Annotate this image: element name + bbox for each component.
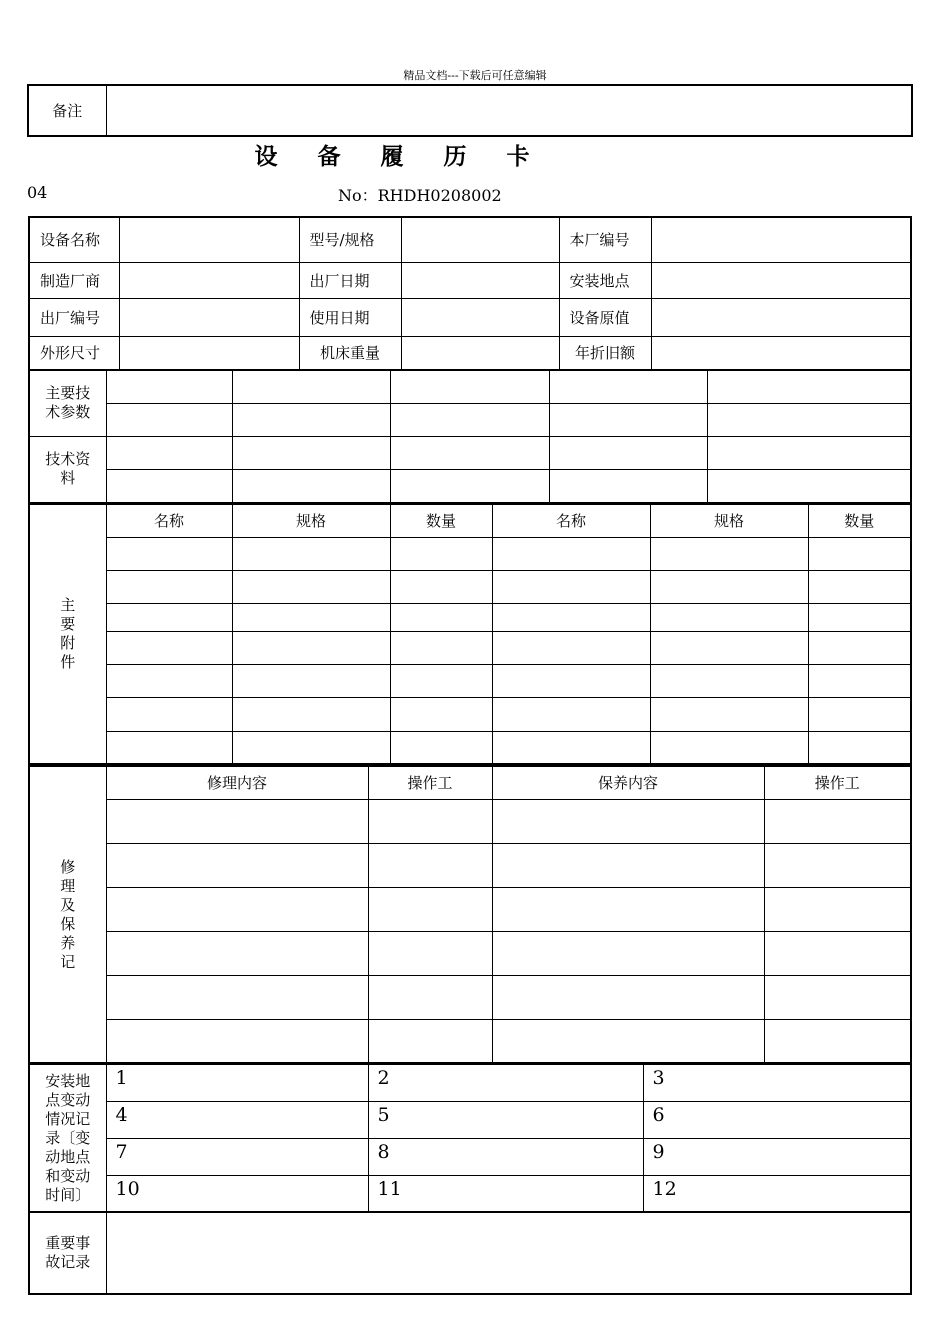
accessory-cell[interactable] xyxy=(106,570,232,603)
accessory-cell[interactable] xyxy=(232,731,390,764)
accessory-cell[interactable] xyxy=(492,731,650,764)
accessory-cell[interactable] xyxy=(390,631,492,664)
repair-header: 保养内容 xyxy=(492,766,764,799)
accessory-cell[interactable] xyxy=(650,537,808,570)
repair-label: 修理及保养记 xyxy=(29,766,106,1063)
accessory-cell[interactable] xyxy=(808,697,911,731)
accessory-header: 规格 xyxy=(232,504,390,537)
tech-params-cell[interactable] xyxy=(390,370,549,403)
repair-row xyxy=(29,931,911,975)
info-label: 设备名称 xyxy=(29,217,119,262)
accessory-cell[interactable] xyxy=(106,603,232,631)
accessory-cell[interactable] xyxy=(106,697,232,731)
tech-docs-cell[interactable] xyxy=(106,469,232,503)
accident-label: 重要事故记录 xyxy=(29,1212,106,1294)
accessory-cell[interactable] xyxy=(232,537,390,570)
accessory-cell[interactable] xyxy=(390,603,492,631)
tech-docs-cell[interactable] xyxy=(707,469,911,503)
repair-cell[interactable] xyxy=(368,931,492,975)
tech-docs-cell[interactable] xyxy=(106,436,232,469)
relocation-entry[interactable]: 5 xyxy=(368,1101,643,1138)
accessory-cell[interactable] xyxy=(390,537,492,570)
accessory-header: 数量 xyxy=(390,504,492,537)
accessories-table xyxy=(28,503,912,765)
accessory-cell[interactable] xyxy=(650,603,808,631)
accessory-cell[interactable] xyxy=(650,631,808,664)
accessory-cell[interactable] xyxy=(808,731,911,764)
accessory-cell[interactable] xyxy=(492,537,650,570)
info-label: 安装地点 xyxy=(559,262,651,298)
repair-row xyxy=(29,887,911,931)
accessory-cell[interactable] xyxy=(808,603,911,631)
info-label: 出厂日期 xyxy=(299,262,401,298)
tech-docs-cell[interactable] xyxy=(707,436,911,469)
repair-cell[interactable] xyxy=(492,1019,764,1063)
repair-cell[interactable] xyxy=(764,799,911,843)
info-label: 型号/规格 xyxy=(299,217,401,262)
info-value[interactable] xyxy=(401,298,559,336)
info-label: 年折旧额 xyxy=(559,336,651,370)
info-label: 机床重量 xyxy=(299,336,401,370)
tech-docs-cell[interactable] xyxy=(232,436,390,469)
repair-cell[interactable] xyxy=(368,799,492,843)
accessory-cell[interactable] xyxy=(390,664,492,697)
remarks-field[interactable] xyxy=(106,85,912,136)
repair-cell[interactable] xyxy=(764,1019,911,1063)
repair-cell[interactable] xyxy=(492,843,764,887)
info-label: 制造厂商 xyxy=(29,262,119,298)
repair-cell[interactable] xyxy=(368,843,492,887)
repair-cell[interactable] xyxy=(106,843,368,887)
repair-cell[interactable] xyxy=(106,799,368,843)
info-value[interactable] xyxy=(651,217,911,262)
info-label: 外形尺寸 xyxy=(29,336,119,370)
accessory-cell[interactable] xyxy=(106,537,232,570)
remarks-label: 备注 xyxy=(28,85,106,136)
relocation-entry[interactable]: 9 xyxy=(643,1138,911,1175)
info-label: 设备原值 xyxy=(559,298,651,336)
accessory-cell[interactable] xyxy=(650,570,808,603)
repair-header: 修理内容 xyxy=(106,766,368,799)
accessory-cell[interactable] xyxy=(650,731,808,764)
accessory-header: 名称 xyxy=(106,504,232,537)
accessory-cell[interactable] xyxy=(492,631,650,664)
accessory-cell[interactable] xyxy=(232,664,390,697)
relocation-entry[interactable]: 1 xyxy=(106,1064,368,1101)
tech-params-cell[interactable] xyxy=(549,403,707,436)
doc-number: No：RHDH0208002 xyxy=(338,186,502,205)
repair-cell[interactable] xyxy=(106,975,368,1019)
tech-params-cell[interactable] xyxy=(707,370,911,403)
repair-cell[interactable] xyxy=(368,975,492,1019)
tech-params-cell[interactable] xyxy=(106,403,232,436)
accessory-cell[interactable] xyxy=(650,697,808,731)
page-title: 设 备 履 历 卡 xyxy=(254,143,546,170)
tech-docs-label: 技术资料 xyxy=(29,436,106,503)
tech-docs-cell[interactable] xyxy=(232,469,390,503)
relocation-entry[interactable]: 10 xyxy=(106,1175,368,1212)
repair-header: 操作工 xyxy=(764,766,911,799)
accessory-row xyxy=(29,537,911,570)
repair-row xyxy=(29,799,911,843)
repair-row xyxy=(29,975,911,1019)
accessory-cell[interactable] xyxy=(106,664,232,697)
accessory-cell[interactable] xyxy=(232,697,390,731)
info-value[interactable] xyxy=(119,298,299,336)
accessory-cell[interactable] xyxy=(492,570,650,603)
info-label: 本厂编号 xyxy=(559,217,651,262)
relocation-entry[interactable]: 7 xyxy=(106,1138,368,1175)
tech-params-cell[interactable] xyxy=(232,370,390,403)
repair-row xyxy=(29,1019,911,1063)
relocation-entry[interactable]: 8 xyxy=(368,1138,643,1175)
accessory-cell[interactable] xyxy=(808,537,911,570)
accessory-cell[interactable] xyxy=(650,664,808,697)
tech-params-cell[interactable] xyxy=(106,370,232,403)
accessory-cell[interactable] xyxy=(106,631,232,664)
relocation-entry[interactable]: 2 xyxy=(368,1064,643,1101)
accessory-cell[interactable] xyxy=(492,697,650,731)
relocation-entry[interactable]: 4 xyxy=(106,1101,368,1138)
tech-params-cell[interactable] xyxy=(232,403,390,436)
accessory-row xyxy=(29,664,911,697)
repair-cell[interactable] xyxy=(492,799,764,843)
info-value[interactable] xyxy=(119,336,299,370)
tech-params-cell[interactable] xyxy=(707,403,911,436)
repair-row xyxy=(29,843,911,887)
relocation-entry[interactable]: 3 xyxy=(643,1064,911,1101)
repair-cell[interactable] xyxy=(492,931,764,975)
accessory-cell[interactable] xyxy=(106,731,232,764)
accessory-cell[interactable] xyxy=(808,570,911,603)
repair-cell[interactable] xyxy=(764,931,911,975)
info-value[interactable] xyxy=(401,262,559,298)
repair-header: 操作工 xyxy=(368,766,492,799)
accessory-cell[interactable] xyxy=(492,664,650,697)
accessory-cell[interactable] xyxy=(232,631,390,664)
repair-cell[interactable] xyxy=(492,887,764,931)
accessory-row xyxy=(29,570,911,603)
relocation-table xyxy=(28,1063,912,1213)
tech-docs-cell[interactable] xyxy=(390,469,549,503)
info-value[interactable] xyxy=(651,298,911,336)
tech-params-label: 主要技术参数 xyxy=(29,370,106,436)
info-value[interactable] xyxy=(401,336,559,370)
repair-cell[interactable] xyxy=(106,887,368,931)
repair-table xyxy=(28,765,912,1064)
tech-params-cell[interactable] xyxy=(549,370,707,403)
info-value[interactable] xyxy=(119,217,299,262)
tech-docs-cell[interactable] xyxy=(549,436,707,469)
accessory-cell[interactable] xyxy=(492,603,650,631)
accessory-row xyxy=(29,697,911,731)
repair-cell[interactable] xyxy=(764,887,911,931)
tech-docs-cell[interactable] xyxy=(390,436,549,469)
info-value[interactable] xyxy=(651,336,911,370)
relocation-label: 安装地点变动情况记录〔变动地点和变动时间〕 xyxy=(29,1064,106,1212)
accessory-row xyxy=(29,631,911,664)
tech-params-cell[interactable] xyxy=(390,403,549,436)
info-table xyxy=(28,216,912,371)
tech-table xyxy=(28,369,912,504)
repair-cell[interactable] xyxy=(492,975,764,1019)
repair-cell[interactable] xyxy=(368,1019,492,1063)
info-label: 使用日期 xyxy=(299,298,401,336)
header-note: 精品文档---下载后可任意编辑 xyxy=(403,69,547,82)
accident-field[interactable] xyxy=(106,1212,911,1294)
info-label: 出厂编号 xyxy=(29,298,119,336)
relocation-entry[interactable]: 11 xyxy=(368,1175,643,1212)
accessories-label: 主要附件 xyxy=(29,504,106,764)
accessory-cell[interactable] xyxy=(808,631,911,664)
accessory-header: 名称 xyxy=(492,504,650,537)
accident-table xyxy=(28,1211,912,1295)
repair-cell[interactable] xyxy=(106,1019,368,1063)
accessory-cell[interactable] xyxy=(232,603,390,631)
repair-cell[interactable] xyxy=(106,931,368,975)
accessory-header: 数量 xyxy=(808,504,911,537)
accessory-cell[interactable] xyxy=(808,664,911,697)
relocation-entry[interactable]: 6 xyxy=(643,1101,911,1138)
doc-code: 04 xyxy=(27,183,48,202)
accessory-cell[interactable] xyxy=(390,570,492,603)
info-value[interactable] xyxy=(119,262,299,298)
accessory-header: 规格 xyxy=(650,504,808,537)
repair-cell[interactable] xyxy=(764,975,911,1019)
accessory-cell[interactable] xyxy=(390,731,492,764)
info-value[interactable] xyxy=(651,262,911,298)
accessory-cell[interactable] xyxy=(390,697,492,731)
accessory-row xyxy=(29,731,911,764)
repair-cell[interactable] xyxy=(368,887,492,931)
relocation-entry[interactable]: 12 xyxy=(643,1175,911,1212)
accessory-cell[interactable] xyxy=(232,570,390,603)
accessory-row xyxy=(29,603,911,631)
repair-cell[interactable] xyxy=(764,843,911,887)
tech-docs-cell[interactable] xyxy=(549,469,707,503)
info-value[interactable] xyxy=(401,217,559,262)
remarks-table xyxy=(27,84,913,137)
